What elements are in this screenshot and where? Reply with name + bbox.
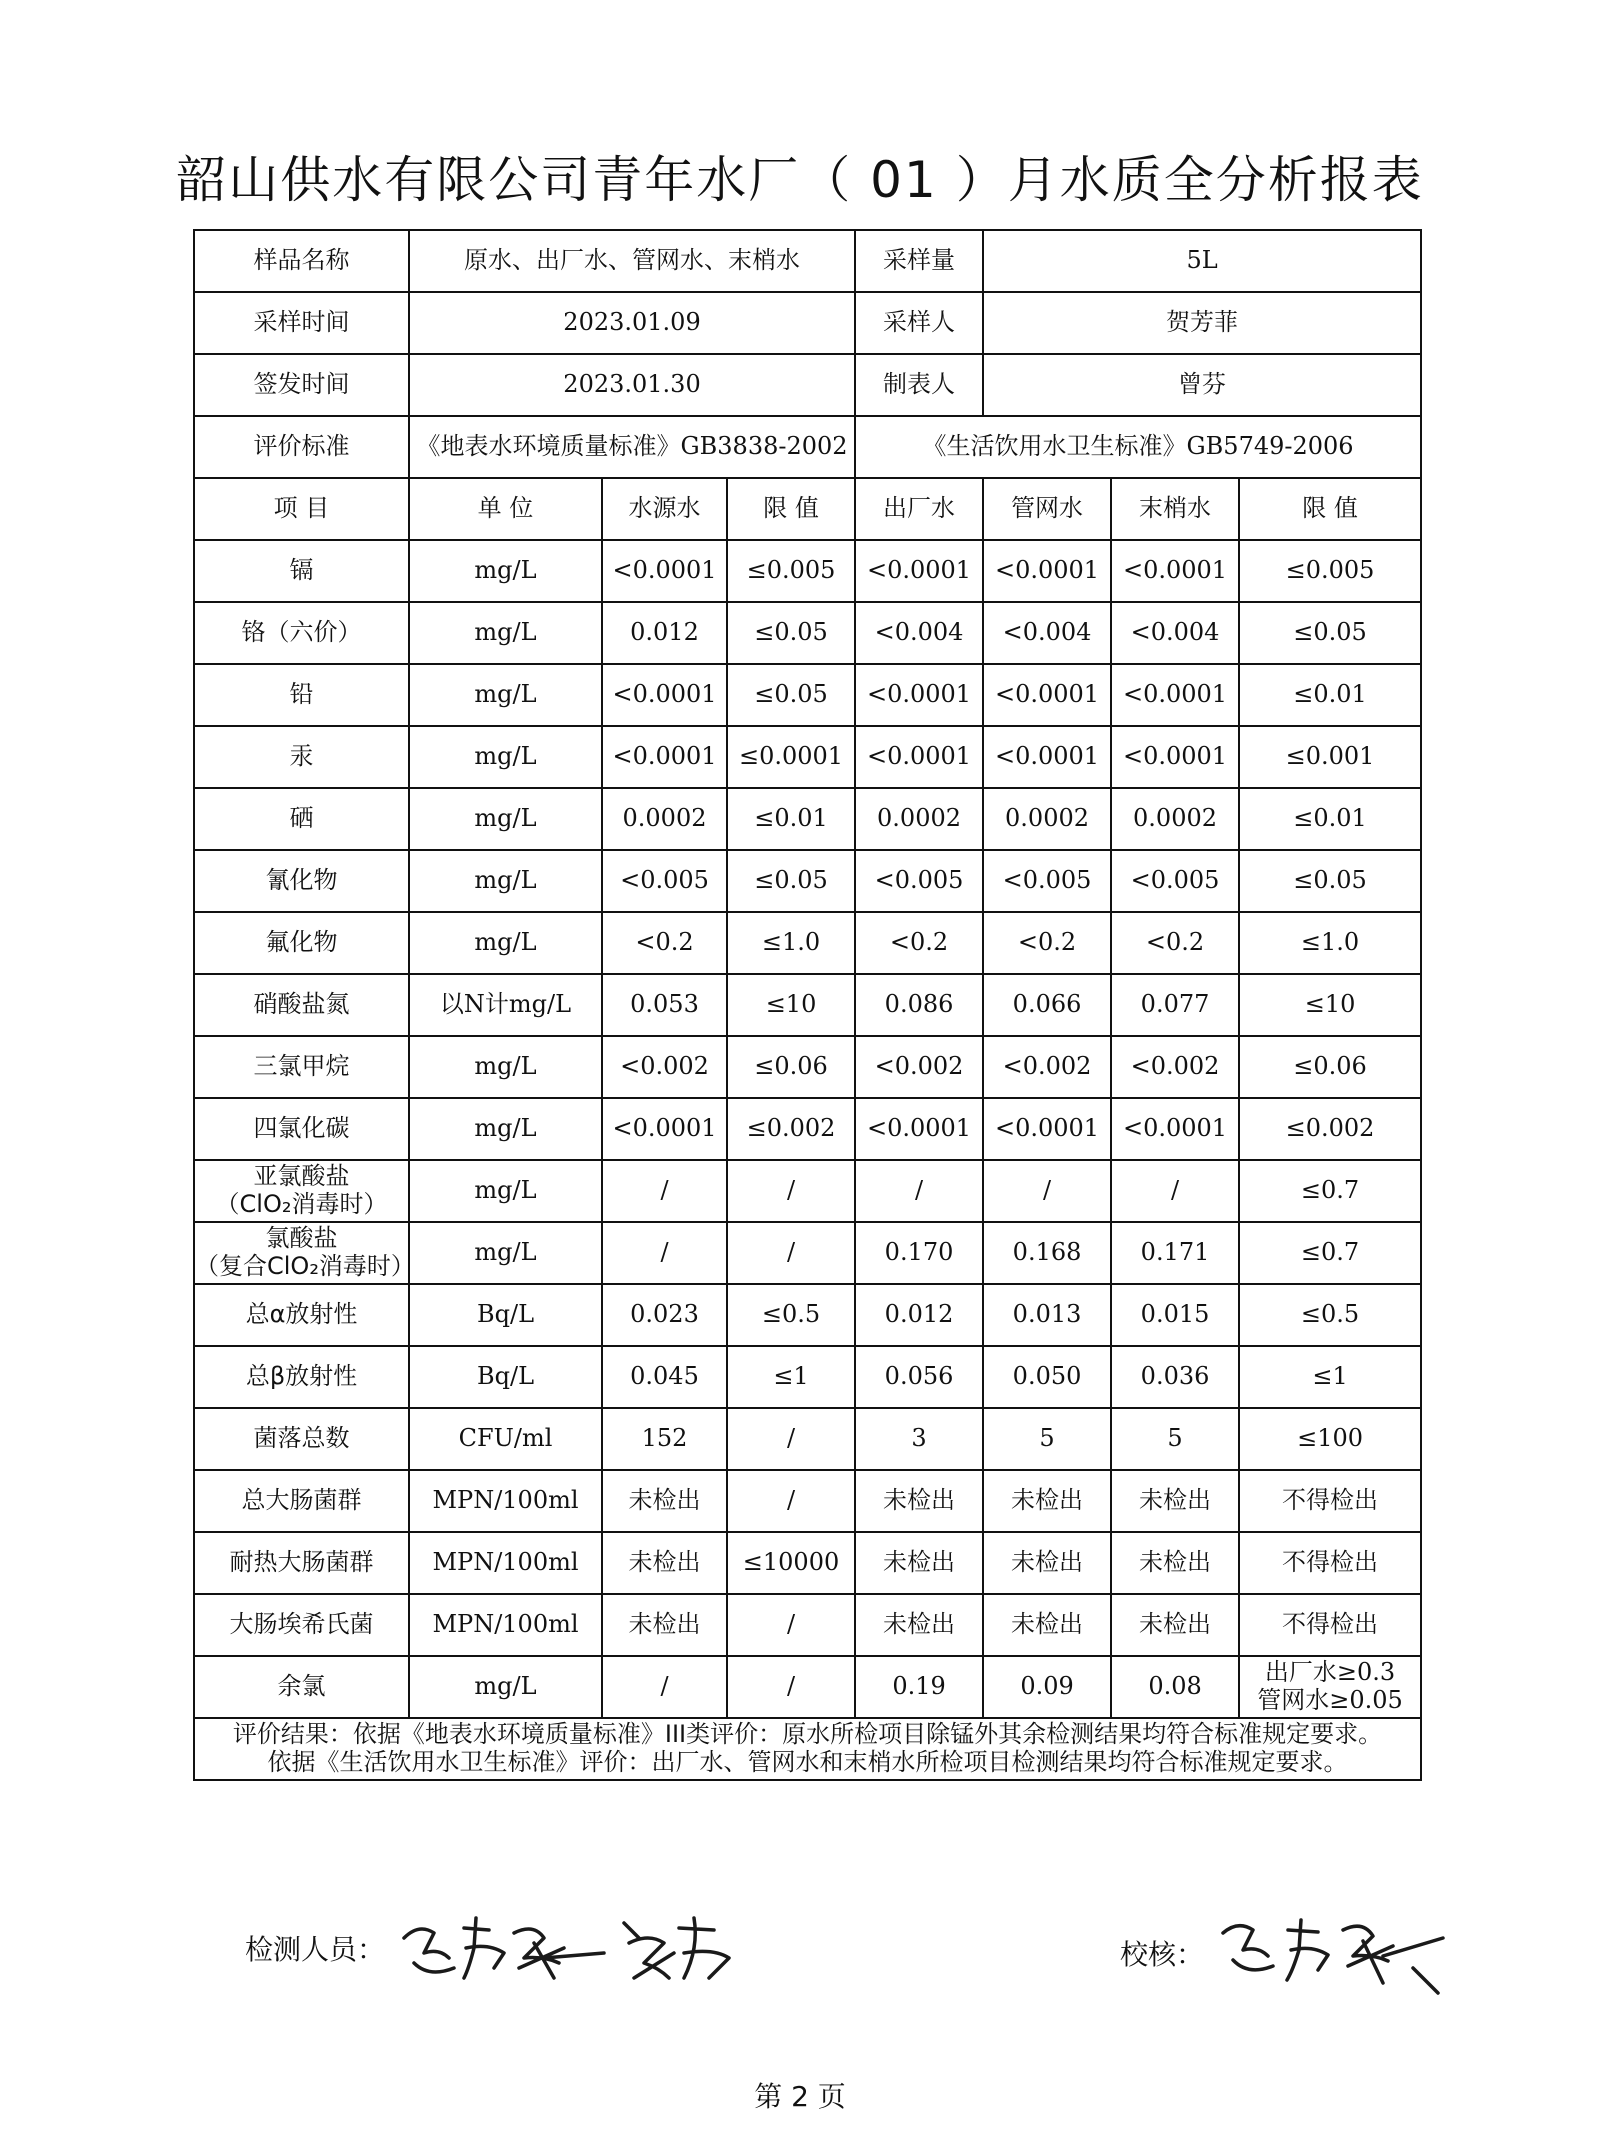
cell-plant: <0.005 xyxy=(855,850,983,912)
cell-network: 0.066 xyxy=(983,974,1111,1036)
item-name-main: 总β放射性 xyxy=(245,1362,358,1391)
item-name-main: 硝酸盐氮 xyxy=(253,990,350,1019)
item-name-main: 氟化物 xyxy=(265,928,338,957)
water-quality-table xyxy=(193,229,1422,1781)
table-row xyxy=(194,1408,1421,1470)
cell-plant: <0.0001 xyxy=(855,664,983,726)
table-row xyxy=(194,912,1421,974)
item-name-main: 氯酸盐 xyxy=(265,1224,338,1253)
cell-unit: MPN/100ml xyxy=(409,1594,602,1656)
cell-limit1: ≤0.05 xyxy=(727,664,855,726)
sample-qty-value: 5L xyxy=(983,230,1421,292)
cell-source: 0.045 xyxy=(602,1346,727,1408)
cell-plant: 未检出 xyxy=(855,1594,983,1656)
header-item: 项 目 xyxy=(194,478,409,540)
cell-limit1: ≤0.05 xyxy=(727,602,855,664)
result-line-2: 依据《生活饮用水卫生标准》评价：出厂水、管网水和末梢水所检项目检测结果均符合标准规定要求。 xyxy=(267,1748,1348,1776)
cell-plant: <0.002 xyxy=(855,1036,983,1098)
item-name-main: 三氯甲烷 xyxy=(253,1052,350,1081)
cell-terminal: 0.0002 xyxy=(1111,788,1239,850)
item-name xyxy=(194,1532,409,1594)
cell-source: 0.053 xyxy=(602,974,727,1036)
cell-unit: mg/L xyxy=(409,912,602,974)
preparer-label: 制表人 xyxy=(855,354,983,416)
issue-time-label: 签发时间 xyxy=(194,354,409,416)
cell-plant: <0.0001 xyxy=(855,1098,983,1160)
cell-limit1: ≤0.0001 xyxy=(727,726,855,788)
cell-limit1: ≤0.005 xyxy=(727,540,855,602)
cell-plant: / xyxy=(855,1160,983,1222)
item-name xyxy=(194,1098,409,1160)
checker-label: 校核： xyxy=(1120,1938,1205,1971)
cell-terminal: 未检出 xyxy=(1111,1470,1239,1532)
page-number: 第 2 页 xyxy=(754,2080,846,2113)
cell-limit1: ≤10 xyxy=(727,974,855,1036)
table-row xyxy=(194,602,1421,664)
item-name-main: 硒 xyxy=(289,804,314,833)
cell-network: <0.2 xyxy=(983,912,1111,974)
cell-network: <0.0001 xyxy=(983,664,1111,726)
header-limit2: 限 值 xyxy=(1239,478,1421,540)
cell-plant: 0.056 xyxy=(855,1346,983,1408)
cell-terminal: <0.0001 xyxy=(1111,540,1239,602)
cell-network: 未检出 xyxy=(983,1532,1111,1594)
standard-raw-water: 《地表水环境质量标准》GB3838-2002 xyxy=(409,416,855,478)
item-name-main: 铅 xyxy=(289,680,314,709)
table-row xyxy=(194,974,1421,1036)
cell-source: <0.0001 xyxy=(602,664,727,726)
cell-limit2: ≤0.06 xyxy=(1239,1036,1421,1098)
standard-drinking-water: 《生活饮用水卫生标准》GB5749-2006 xyxy=(855,416,1421,478)
cell-source: 0.0002 xyxy=(602,788,727,850)
cell-terminal: 0.015 xyxy=(1111,1284,1239,1346)
cell-source: / xyxy=(602,1222,727,1284)
inspector-handwritten-signature xyxy=(394,1908,754,1988)
cell-limit1: ≤0.5 xyxy=(727,1284,855,1346)
cell-limit1: ≤10000 xyxy=(727,1532,855,1594)
item-name-main: 氰化物 xyxy=(265,866,338,895)
cell-unit: Bq/L xyxy=(409,1346,602,1408)
cell-limit2: ≤0.5 xyxy=(1239,1284,1421,1346)
item-name xyxy=(194,664,409,726)
cell-unit: mg/L xyxy=(409,850,602,912)
sampler-label: 采样人 xyxy=(855,292,983,354)
table-row xyxy=(194,1098,1421,1160)
item-name xyxy=(194,1222,415,1284)
header-source: 水源水 xyxy=(602,478,727,540)
cell-limit2 xyxy=(1239,1656,1421,1718)
cell-unit: mg/L xyxy=(409,1036,602,1098)
cell-limit1: ≤0.06 xyxy=(727,1036,855,1098)
item-name xyxy=(194,726,409,788)
cell-unit: mg/L xyxy=(409,602,602,664)
cell-network: 0.0002 xyxy=(983,788,1111,850)
sample-time-value: 2023.01.09 xyxy=(409,292,855,354)
item-name xyxy=(194,974,409,1036)
cell-unit: mg/L xyxy=(409,540,602,602)
item-name-main: 汞 xyxy=(289,742,314,771)
cell-limit2: ≤0.001 xyxy=(1239,726,1421,788)
cell-unit: mg/L xyxy=(409,1222,602,1284)
cell-network: 0.050 xyxy=(983,1346,1111,1408)
sample-qty-label: 采样量 xyxy=(855,230,983,292)
result-row xyxy=(194,1718,1421,1780)
item-name-sub: （ClO₂消毒时） xyxy=(215,1190,388,1218)
item-name xyxy=(194,602,409,664)
table-row xyxy=(194,1532,1421,1594)
cell-limit2: ≤10 xyxy=(1239,974,1421,1036)
cell-plant: 未检出 xyxy=(855,1470,983,1532)
item-name-main: 菌落总数 xyxy=(253,1424,350,1453)
cell-limit2: ≤0.01 xyxy=(1239,664,1421,726)
cell-limit1: ≤1.0 xyxy=(727,912,855,974)
cell-limit1: ≤0.002 xyxy=(727,1098,855,1160)
cell-source: <0.0001 xyxy=(602,1098,727,1160)
cell-plant: 0.0002 xyxy=(855,788,983,850)
item-name xyxy=(194,1594,409,1656)
header-network: 管网水 xyxy=(983,478,1111,540)
cell-limit2: ≤0.7 xyxy=(1239,1222,1421,1284)
inspector-signature-block xyxy=(245,1908,754,1988)
item-name-main: 镉 xyxy=(289,556,314,585)
cell-unit: MPN/100ml xyxy=(409,1532,602,1594)
cell-terminal: 未检出 xyxy=(1111,1532,1239,1594)
cell-source: 未检出 xyxy=(602,1532,727,1594)
cell-limit1: / xyxy=(727,1470,855,1532)
report-title: 韶山供水有限公司青年水厂（ 01 ）月水质全分析报表 xyxy=(176,151,1424,209)
cell-terminal: <0.002 xyxy=(1111,1036,1239,1098)
item-name xyxy=(194,1408,409,1470)
result-line-1: 评价结果：依据《地表水环境质量标准》III类评价：原水所检项目除锰外其余检测结果均符合标准规定要求。 xyxy=(232,1720,1383,1749)
cell-terminal: <0.0001 xyxy=(1111,726,1239,788)
cell-limit1: / xyxy=(727,1656,855,1718)
cell-network: 未检出 xyxy=(983,1470,1111,1532)
cell-limit2: 不得检出 xyxy=(1239,1594,1421,1656)
item-name xyxy=(194,540,409,602)
cell-limit1: / xyxy=(727,1222,855,1284)
table-row xyxy=(194,726,1421,788)
item-name xyxy=(194,912,409,974)
table-row xyxy=(194,1594,1421,1656)
cell-limit1: / xyxy=(727,1408,855,1470)
cell-limit2: ≤0.01 xyxy=(1239,788,1421,850)
cell-source: 未检出 xyxy=(602,1594,727,1656)
item-name xyxy=(194,1470,409,1532)
checker-signature-block xyxy=(1120,1908,1453,1998)
cell-limit2: ≤0.005 xyxy=(1239,540,1421,602)
cell-unit: mg/L xyxy=(409,664,602,726)
cell-limit1: ≤0.01 xyxy=(727,788,855,850)
cell-unit: mg/L xyxy=(409,1160,602,1222)
cell-network: 未检出 xyxy=(983,1594,1111,1656)
cell-network: 0.013 xyxy=(983,1284,1111,1346)
cell-source: <0.2 xyxy=(602,912,727,974)
cell-source: / xyxy=(602,1160,727,1222)
header-plant: 出厂水 xyxy=(855,478,983,540)
cell-plant: 0.086 xyxy=(855,974,983,1036)
table-row xyxy=(194,540,1421,602)
cell-terminal: <0.004 xyxy=(1111,602,1239,664)
sample-name-value: 原水、出厂水、管网水、末梢水 xyxy=(409,230,855,292)
cell-terminal: / xyxy=(1111,1160,1239,1222)
header-row xyxy=(194,478,1421,540)
limit2-line-1: 出厂水≥0.3 xyxy=(1264,1658,1396,1687)
cell-limit1: / xyxy=(727,1160,855,1222)
cell-unit: mg/L xyxy=(409,1656,602,1718)
cell-terminal: 0.08 xyxy=(1111,1656,1239,1718)
table-row xyxy=(194,850,1421,912)
cell-source: <0.0001 xyxy=(602,540,727,602)
item-name-main: 四氯化碳 xyxy=(253,1114,350,1143)
cell-plant: 未检出 xyxy=(855,1532,983,1594)
cell-network: <0.0001 xyxy=(983,726,1111,788)
cell-limit2: ≤1 xyxy=(1239,1346,1421,1408)
info-row-standard xyxy=(194,416,1421,478)
cell-terminal: <0.005 xyxy=(1111,850,1239,912)
item-name-main: 总大肠菌群 xyxy=(241,1486,362,1515)
cell-terminal: 0.171 xyxy=(1111,1222,1239,1284)
cell-unit: mg/L xyxy=(409,788,602,850)
item-name xyxy=(194,1656,409,1718)
header-terminal: 末梢水 xyxy=(1111,478,1239,540)
cell-terminal: 0.077 xyxy=(1111,974,1239,1036)
info-row-issue-time xyxy=(194,354,1421,416)
table-row xyxy=(194,1036,1421,1098)
cell-source: <0.005 xyxy=(602,850,727,912)
cell-network: <0.004 xyxy=(983,602,1111,664)
item-name-sub: （复合ClO₂消毒时） xyxy=(195,1252,415,1280)
table-row xyxy=(194,1346,1421,1408)
cell-terminal: 0.036 xyxy=(1111,1346,1239,1408)
cell-terminal: <0.2 xyxy=(1111,912,1239,974)
header-unit: 单 位 xyxy=(409,478,602,540)
cell-network: <0.002 xyxy=(983,1036,1111,1098)
cell-limit2: 不得检出 xyxy=(1239,1470,1421,1532)
cell-network: <0.005 xyxy=(983,850,1111,912)
table-row xyxy=(194,664,1421,726)
item-name-main: 亚氯酸盐 xyxy=(253,1162,350,1191)
cell-unit: mg/L xyxy=(409,726,602,788)
cell-plant: <0.0001 xyxy=(855,726,983,788)
cell-network: <0.0001 xyxy=(983,1098,1111,1160)
item-name-main: 总α放射性 xyxy=(245,1300,358,1329)
cell-unit: 以N计mg/L xyxy=(409,974,602,1036)
cell-source: 0.023 xyxy=(602,1284,727,1346)
cell-terminal: <0.0001 xyxy=(1111,1098,1239,1160)
info-row-sample-name xyxy=(194,230,1421,292)
cell-limit1: / xyxy=(727,1594,855,1656)
cell-source: / xyxy=(602,1656,727,1718)
cell-terminal: 5 xyxy=(1111,1408,1239,1470)
sampler-value: 贺芳菲 xyxy=(983,292,1421,354)
table-row xyxy=(194,1160,1421,1222)
item-name xyxy=(194,1284,409,1346)
cell-limit2: ≤0.002 xyxy=(1239,1098,1421,1160)
table-row xyxy=(194,1656,1421,1718)
item-name-main: 余氯 xyxy=(277,1672,326,1701)
cell-source: 0.012 xyxy=(602,602,727,664)
cell-plant: 3 xyxy=(855,1408,983,1470)
cell-terminal: <0.0001 xyxy=(1111,664,1239,726)
cell-limit2: 不得检出 xyxy=(1239,1532,1421,1594)
cell-limit2: ≤100 xyxy=(1239,1408,1421,1470)
cell-unit: Bq/L xyxy=(409,1284,602,1346)
cell-network: 0.09 xyxy=(983,1656,1111,1718)
cell-unit: CFU/ml xyxy=(409,1408,602,1470)
cell-unit: MPN/100ml xyxy=(409,1470,602,1532)
cell-network: / xyxy=(983,1160,1111,1222)
cell-limit2: ≤1.0 xyxy=(1239,912,1421,974)
table-row xyxy=(194,1222,1421,1284)
standard-label: 评价标准 xyxy=(194,416,409,478)
cell-network: 5 xyxy=(983,1408,1111,1470)
cell-limit1: ≤0.05 xyxy=(727,850,855,912)
evaluation-result xyxy=(194,1718,1421,1780)
item-name xyxy=(194,1346,409,1408)
item-name-main: 耐热大肠菌群 xyxy=(229,1548,374,1577)
cell-plant: <0.004 xyxy=(855,602,983,664)
cell-terminal: 未检出 xyxy=(1111,1594,1239,1656)
sample-time-label: 采样时间 xyxy=(194,292,409,354)
issue-time-value: 2023.01.30 xyxy=(409,354,855,416)
item-name-main: 铬（六价） xyxy=(241,618,362,647)
cell-limit2: ≤0.05 xyxy=(1239,602,1421,664)
item-name-main: 大肠埃希氏菌 xyxy=(229,1610,374,1639)
limit2-line-2: 管网水≥0.05 xyxy=(1257,1686,1403,1714)
cell-limit2: ≤0.7 xyxy=(1239,1160,1421,1222)
item-name xyxy=(194,850,409,912)
header-limit1: 限 值 xyxy=(727,478,855,540)
cell-network: 0.168 xyxy=(983,1222,1111,1284)
cell-limit2: ≤0.05 xyxy=(1239,850,1421,912)
cell-limit1: ≤1 xyxy=(727,1346,855,1408)
sample-name-label: 样品名称 xyxy=(194,230,409,292)
cell-unit: mg/L xyxy=(409,1098,602,1160)
cell-network: <0.0001 xyxy=(983,540,1111,602)
table-row xyxy=(194,788,1421,850)
item-name xyxy=(194,788,409,850)
cell-source: 152 xyxy=(602,1408,727,1470)
cell-source: <0.002 xyxy=(602,1036,727,1098)
cell-plant: 0.19 xyxy=(855,1656,983,1718)
table-row xyxy=(194,1284,1421,1346)
cell-plant: 0.012 xyxy=(855,1284,983,1346)
cell-source: 未检出 xyxy=(602,1470,727,1532)
cell-plant: <0.0001 xyxy=(855,540,983,602)
preparer-value: 曾芬 xyxy=(983,354,1421,416)
cell-source: <0.0001 xyxy=(602,726,727,788)
checker-handwritten-signature xyxy=(1213,1908,1453,1998)
info-row-sample-time xyxy=(194,292,1421,354)
cell-plant: 0.170 xyxy=(855,1222,983,1284)
cell-plant: <0.2 xyxy=(855,912,983,974)
table-row xyxy=(194,1470,1421,1532)
inspector-label: 检测人员： xyxy=(245,1933,386,1966)
item-name xyxy=(194,1036,409,1098)
item-name xyxy=(194,1160,409,1222)
